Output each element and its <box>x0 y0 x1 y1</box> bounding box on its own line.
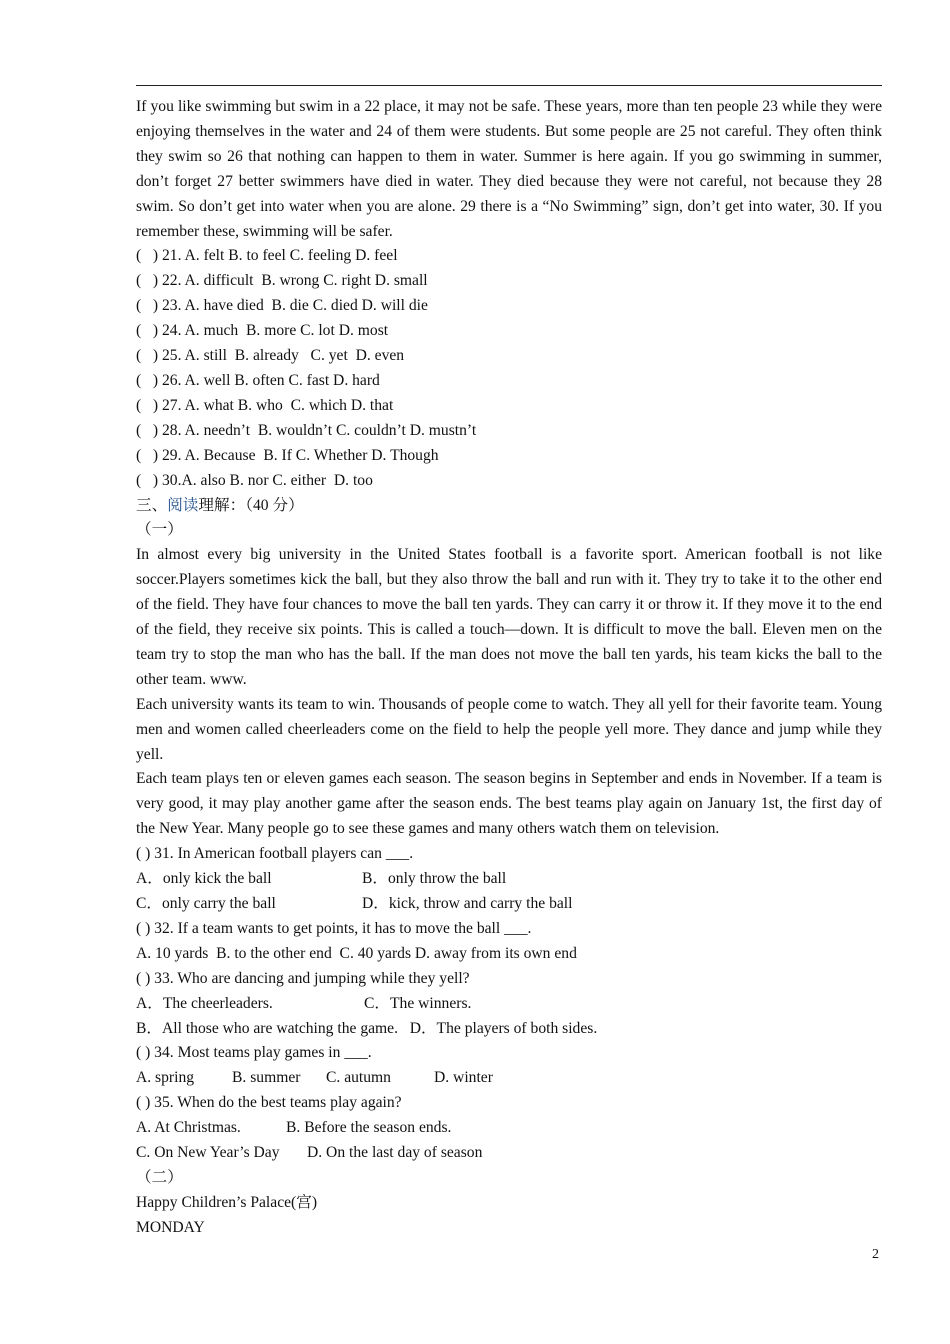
reading2-day: MONDAY <box>136 1218 205 1236</box>
question-31-stem: ( ) 31. In American football players can ___. <box>136 845 414 863</box>
question-35-options-ab <box>136 1116 882 1141</box>
option-33-d: D．The players of both sides. <box>409 1019 598 1037</box>
option-33-c: C．The winners. <box>364 994 472 1012</box>
question-35-options-cd <box>136 1141 882 1166</box>
page-number: 2 <box>872 1247 879 1262</box>
question-33-options-bd <box>136 1017 882 1042</box>
option-31-d: D．kick, throw and carry the ball <box>362 895 573 912</box>
option-33-b: B．All those who are watching the game. <box>136 1019 398 1037</box>
option-34-c: C. autumn <box>326 1069 391 1087</box>
question-33-stem: ( ) 33. Who are dancing and jumping while they yell? <box>136 969 470 987</box>
question-33-options-ac <box>136 992 882 1017</box>
option-35-b: B. Before the season ends. <box>286 1119 452 1137</box>
section-heading <box>136 494 882 519</box>
option-31-b: B．only throw the ball <box>362 870 507 888</box>
question-29: ( ) 29. A. Because B. If C. Whether D. Though <box>136 446 439 464</box>
cloze-questions <box>136 244 882 493</box>
question-32-options: A. 10 yards B. to the other end C. 40 yards D. away from its own end <box>136 944 577 962</box>
cloze-passage: If you like swimming but swim in a 22 place, it may not be safe. These years, more than ten people 23 while they were enjoying themselves in the water and 24 of them were students. But some people are 25 not careful. They often think they swim so 26 that nothing can happen to them in water. Summer is here again. If you go swimming in summer, don’t forget 27 better swimmers have died in water. They died because they were not careful, not because they 28 swim. So don’t get into water when you are alone. 29 there is a “No Swimming” sign, don’t get into water, 30. If you remember these, swimming will be safer. <box>136 98 882 240</box>
option-35-d: D. On the last day of season <box>307 1144 483 1162</box>
reading1-paragraph-1: In almost every big university in the United States football is a favorite sport. American football is not like soccer.Players sometimes kick the ball, but they also throw the ball and run with it. They try to take it to the other end of the field. They have four chances to move the ball ten yards. They can carry it or throw it. If they move it to the end of the field, they receive six points. This is called a touch—down. It is difficult to move the ball. Eleven men on the team try to stop the man who has the ball. If the man does not move the ball ten yards, his team kicks the ball to the other team. www. <box>136 546 882 688</box>
option-33-a: A．The cheerleaders. <box>136 994 273 1012</box>
question-25: ( ) 25. A. still B. already C. yet D. even <box>136 347 405 365</box>
reading2-title: Happy Children’s Palace(宫) <box>136 1193 318 1211</box>
section-highlight: 阅读 <box>167 496 199 514</box>
reading1-paragraph-3: Each team plays ten or eleven games each season. The season begins in September and ends in November. If a team is very good, it may play another game after the season ends. The best teams play again on January 1st, the first day of the New Year. Many people go to see these games and many others watch them on television. <box>136 770 882 838</box>
option-35-a: A. At Christmas. <box>136 1119 241 1137</box>
question-27: ( ) 27. A. what B. who C. which D. that <box>136 396 394 414</box>
page-content <box>136 95 882 1241</box>
header-rule <box>136 85 882 86</box>
reading2-label: （二） <box>136 1168 183 1186</box>
section-suffix: 理解：（40 分） <box>198 496 304 514</box>
question-23: ( ) 23. A. have died B. die C. died D. will die <box>136 297 428 315</box>
question-34-options <box>136 1066 882 1091</box>
option-31-a: A．only kick the ball <box>136 870 272 888</box>
option-31-c: C．only carry the ball <box>136 895 276 912</box>
option-34-a: A. spring <box>136 1069 195 1087</box>
reading1-paragraph-2: Each university wants its team to win. Thousands of people come to watch. They all yell for their favorite team. Young men and women called cheerleaders come on the field to help the people yell more. They dance and jump while they yell. <box>136 695 882 763</box>
question-30: ( ) 30.A. also B. nor C. either D. too <box>136 471 373 489</box>
question-26: ( ) 26. A. well B. often C. fast D. hard <box>136 371 380 389</box>
question-34-stem: ( ) 34. Most teams play games in ___. <box>136 1044 372 1062</box>
option-34-d: D. winter <box>434 1069 493 1087</box>
question-35-stem: ( ) 35. When do the best teams play again? <box>136 1094 402 1112</box>
option-34-b: B. summer <box>232 1069 301 1087</box>
option-35-c: C. On New Year’s Day <box>136 1144 280 1162</box>
question-31-options-ab <box>136 867 882 892</box>
question-32-stem: ( ) 32. If a team wants to get points, it has to move the ball ___. <box>136 919 532 937</box>
section-prefix: 三、 <box>136 496 168 514</box>
question-22: ( ) 22. A. difficult B. wrong C. right D. small <box>136 272 428 290</box>
question-28: ( ) 28. A. needn’t B. wouldn’t C. couldn’t D. mustn’t <box>136 421 477 439</box>
question-24: ( ) 24. A. much B. more C. lot D. most <box>136 322 389 340</box>
question-21: ( ) 21. A. felt B. to feel C. feeling D. feel <box>136 247 398 265</box>
reading1-label: （一） <box>136 521 183 539</box>
question-31-options-cd <box>136 892 882 917</box>
